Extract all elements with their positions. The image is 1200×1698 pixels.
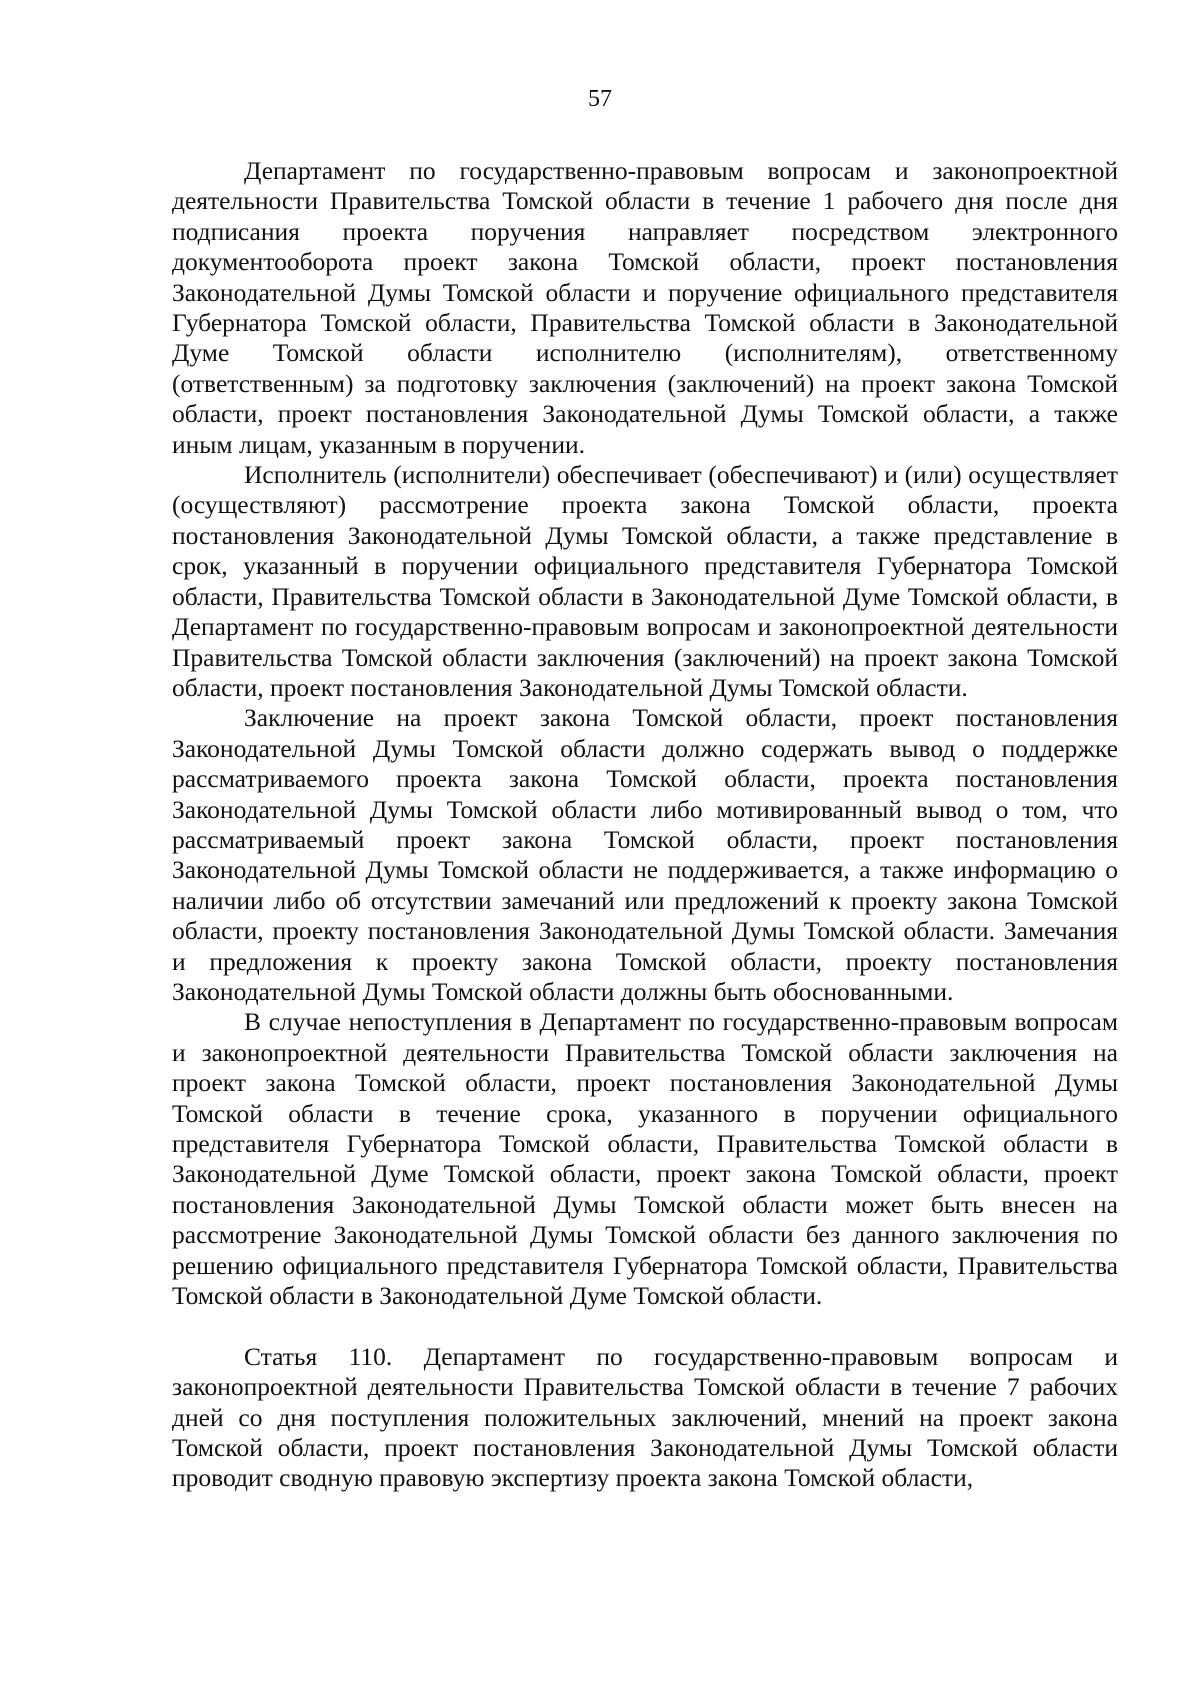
paragraph: Заключение на проект закона Томской области, проект постановления Законодательной Думы Томской области должно содержать вывод о поддержке рассматриваемого проекта закона Томской области, проекта постановления Законодательной Думы Томской области либо мотивированный вывод о том, что рассматриваемый проект закона Томской области, проект постановления Законодательной Думы Томской области не поддерживается, а также информацию о наличии либо об отсутствии замечаний или предложений к проекту закона Томской области, проекту постановления Законодательной Думы Томской области. Замечания и предложения к проекту закона Томской области, проекту постановления Законодательной Думы Томской области должны быть обоснованными. — [172, 703, 1118, 1006]
paragraph: Исполнитель (исполнители) обеспечивает (обеспечивают) и (или) осуществляет (осуществляют) рассмотрение проекта закона Томской области, проекта постановления Законодательной Думы Томской области, а также представление в срок, указанный в поручении официального представителя Губернатора Томской области, Правительства Томской области в Законодательной Думе Томской области, в Департамент по государственно-правовым вопросам и законопроектной деятельности Правительства Томской области заключения (заключений) на проект закона Томской области, проект постановления Законодательной Думы Томской области. — [172, 460, 1118, 702]
paragraph: В случае непоступления в Департамент по государственно-правовым вопросам и законопроектной деятельности Правительства Томской области заключения на проект закона Томской области, проект постановления Законодательной Думы Томской области в течение срока, указанного в поручении официального представителя Губернатора Томской области, Правительства Томской области в Законодательной Думе Томской области, проект закона Томской области, проект постановления Законодательной Думы Томской области может быть внесен на рассмотрение Законодательной Думы Томской области без данного заключения по решению официального представителя Губернатора Томской области, Правительства Томской области в Законодательной Думе Томской области. — [172, 1007, 1118, 1311]
document-body — [172, 156, 1118, 1494]
page-number: 57 — [588, 86, 612, 112]
article-110-paragraph: Статья 110. Департамент по государственно-правовым вопросам и законопроектной деятельности Правительства Томской области в течение 7 рабочих дней со дня поступления положительных заключений, мнений на проект закона Томской области, проект постановления Законодательной Думы Томской области проводит сводную правовую экспертизу проекта закона Томской области, — [172, 1341, 1118, 1493]
paragraph: Департамент по государственно-правовым вопросам и законопроектной деятельности Правительства Томской области в течение 1 рабочего дня после дня подписания проекта поручения направляет посредством электронного документооборота проект закона Томской области, проект постановления Законодательной Думы Томской области и поручение официального представителя Губернатора Томской области, Правительства Томской области в Законодательной Думе Томской области исполнителю (исполнителям), ответственному (ответственным) за подготовку заключения (заключений) на проект закона Томской области, проект постановления Законодательной Думы Томской области, а также иным лицам, указанным в поручении. — [172, 156, 1118, 459]
